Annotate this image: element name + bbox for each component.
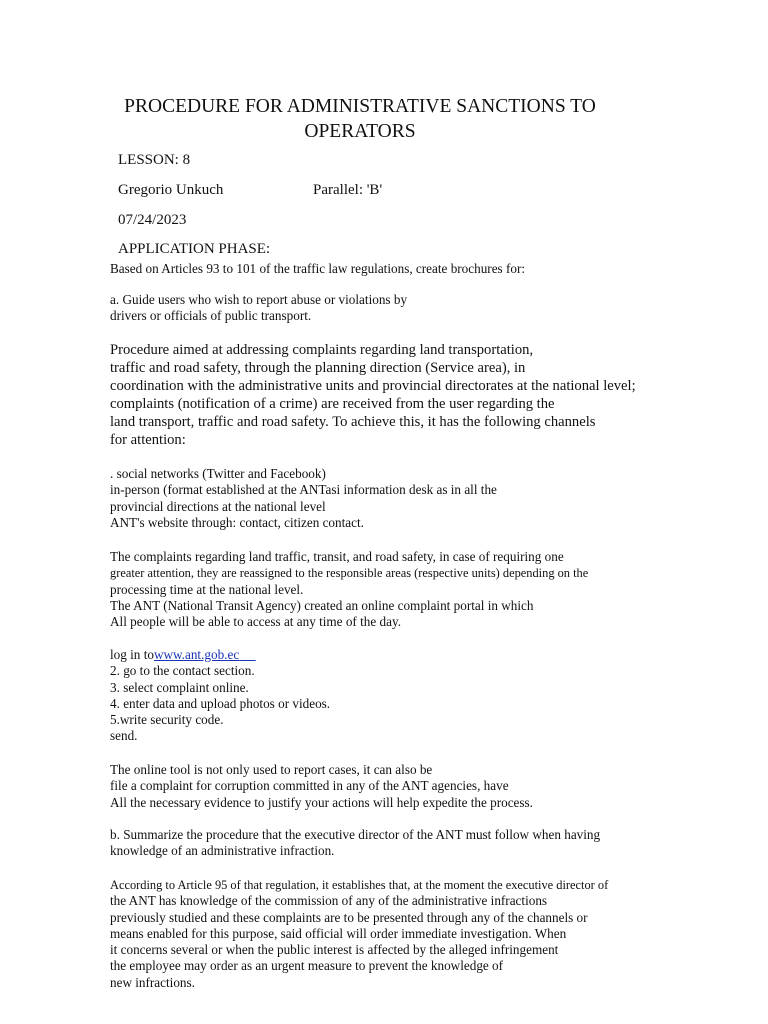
title-line-1: PROCEDURE FOR ADMINISTRATIVE SANCTIONS TO — [124, 96, 596, 117]
text-line: The online tool is not only used to report cases, it can also be — [110, 762, 433, 777]
text-line: drivers or officials of public transport. — [110, 308, 312, 324]
text-line: it concerns several or when the public interest is affected by the alleged infringement — [110, 942, 559, 958]
text-line: All the necessary evidence to justify your actions will help expedite the process. — [110, 794, 533, 810]
text-line: complaints (notification of a crime) are received from the user regarding the — [110, 395, 555, 412]
text-line: All people will be able to access at any time of the day. — [110, 614, 401, 630]
intro-paragraph: Based on Articles 93 to 101 of the traffic law regulations, create brochures for: — [110, 261, 526, 276]
text-line: means enabled for this purpose, said official will order immediate investigation. When — [110, 925, 567, 941]
steps-list — [110, 647, 330, 745]
text-line: traffic and road safety, through the planning direction (Service area), in — [110, 359, 526, 376]
text-line: knowledge of an administrative infraction. — [110, 843, 335, 859]
list-item: in-person (format established at the ANTasi information desk as in all the — [110, 482, 497, 498]
list-item — [110, 647, 330, 663]
text-line: new infractions. — [110, 974, 195, 990]
list-item: . social networks (Twitter and Facebook) — [110, 466, 326, 481]
phase-heading: APPLICATION PHASE: — [118, 241, 271, 257]
text-line: the employee may order as an urgent measure to prevent the knowledge of — [110, 958, 504, 974]
date-text: 07/24/2023 — [118, 212, 187, 228]
text-line: processing time at the national level. — [110, 581, 304, 597]
list-item: 3. select complaint online. — [110, 679, 249, 695]
complaints-paragraph — [110, 549, 588, 630]
procedure-paragraph — [110, 342, 636, 449]
list-item: provincial directions at the national level — [110, 498, 326, 514]
text-line: land transport, traffic and road safety. To achieve this, it has the following channels — [110, 413, 596, 430]
article-95-paragraph — [110, 877, 608, 991]
online-tool-paragraph — [110, 762, 533, 811]
list-item: 2. go to the contact section. — [110, 663, 255, 679]
text-line: greater attention, they are reassigned to the responsible areas (respective units) depending on the — [110, 566, 589, 581]
lesson-label: LESSON: 8 — [118, 152, 191, 168]
login-prefix: log in to — [110, 647, 154, 662]
text-line: Procedure aimed at addressing complaints regarding land transportation, — [110, 342, 534, 358]
text-line: the ANT has knowledge of the commission of any of the administrative infractions — [110, 893, 548, 909]
text-line: for attention: — [110, 431, 186, 448]
section-a-heading — [110, 292, 407, 325]
list-item: 5.write security code. — [110, 712, 224, 728]
text-line: coordination with the administrative units and provincial directorates at the national level; — [110, 377, 636, 394]
list-item: send. — [110, 728, 138, 744]
text-line: According to Article 95 of that regulation, it establishes that, at the moment the executive director of — [110, 878, 609, 892]
text-line: previously studied and these complaints are to be presented through any of the channels or — [110, 909, 588, 925]
text-line: a. Guide users who wish to report abuse or violations by — [110, 292, 408, 307]
author-name: Gregorio Unkuch — [118, 182, 224, 198]
list-item: 4. enter data and upload photos or videos. — [110, 695, 331, 711]
document-title — [90, 94, 630, 144]
text-line: b. Summarize the procedure that the executive director of the ANT must follow when having — [110, 827, 601, 842]
text-line: The complaints regarding land traffic, transit, and road safety, in case of requiring one — [110, 549, 564, 564]
title-line-2: OPERATORS — [304, 121, 416, 142]
text-line: file a complaint for corruption committed in any of the ANT agencies, have — [110, 778, 509, 794]
text-line: The ANT (National Transit Agency) created an online complaint portal in which — [110, 597, 534, 613]
ant-website-link[interactable]: www.ant.gob.ec — [153, 647, 240, 662]
parallel-label: Parallel: 'B' — [313, 182, 383, 198]
section-b-heading — [110, 827, 600, 860]
channels-list — [110, 466, 497, 531]
list-item: ANT's website through: contact, citizen contact. — [110, 514, 364, 530]
link-trailing-underline — [239, 647, 255, 662]
